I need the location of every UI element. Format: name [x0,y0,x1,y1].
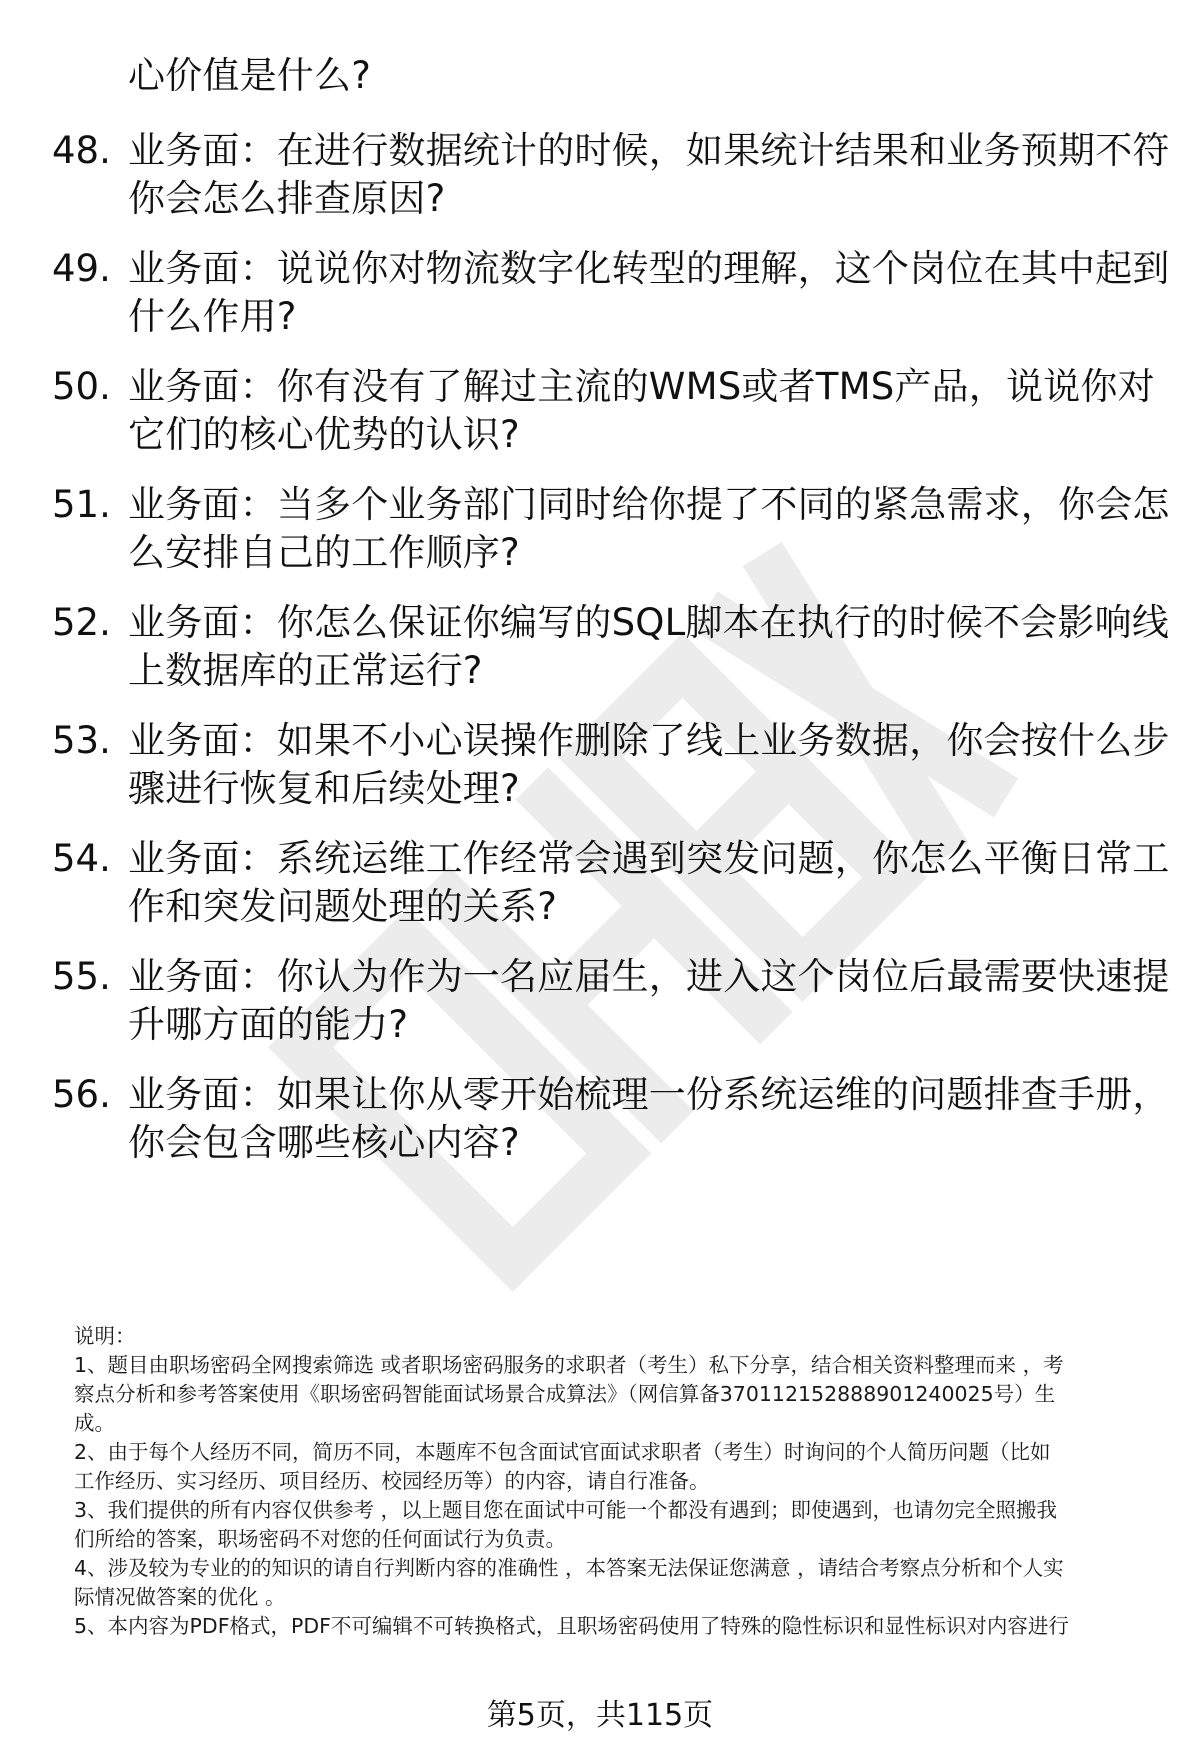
continued-question-line: 心价值是什么? [128,54,372,97]
question-text-line: 上数据库的正常运行? [128,649,483,692]
page-number-footer: 第5页，共115页 [486,1698,714,1733]
notes-line: 1、题目由职场密码全网搜索筛选 或者职场密码服务的求职者（考生）私下分享，结合相关资料整理而来 ，考 [74,1353,1064,1377]
question-text-line: 业务面：系统运维工作经常会遇到突发问题，你怎么平衡日常工 [128,837,1170,880]
notes-line: 4、涉及较为专业的的知识的请自行判断内容的准确性 ，本答案无法保证您满意 ，请结合考察点分析和个人实 [74,1556,1064,1580]
notes-line: 2、由于每个人经历不同，简历不同，本题库不包含面试官面试求职者（考生）时询问的个人简历问题（比如 [74,1440,1051,1464]
question-text-line: 业务面：你怎么保证你编写的SQL脚本在执行的时候不会影响线 [128,601,1170,644]
question-text-line: 业务面：当多个业务部门同时给你提了不同的紧急需求，你会怎 [128,483,1170,526]
notes-line: 5、本内容为PDF格式，PDF不可编辑不可转换格式，且职场密码使用了特殊的隐性标识和显性标识对内容进行 [74,1614,1069,1638]
question-text-line: 业务面：你认为作为一名应届生，进入这个岗位后最需要快速提 [128,955,1170,998]
question-number: 52. [52,601,111,644]
question-text-line: 升哪方面的能力? [128,1003,409,1046]
notes-line: 察点分析和参考答案使用《职场密码智能面试场景合成算法》（网信算备370112152888901240025号）生 [74,1382,1056,1406]
question-text-line: 业务面：在进行数据统计的时候，如果统计结果和业务预期不符 [128,129,1170,172]
question-text-line: 业务面：如果不小心误操作删除了线上业务数据，你会按什么步 [128,719,1170,762]
question-text-line: 么安排自己的工作顺序? [128,531,520,574]
question-number: 49. [52,247,111,290]
question-number: 54. [52,837,111,880]
question-text-line: 你会怎么排查原因? [128,177,446,220]
question-number: 55. [52,955,111,998]
question-text-line: 它们的核心优势的认识? [128,413,520,456]
question-number: 50. [52,365,111,408]
question-text-line: 业务面：说说你对物流数字化转型的理解，这个岗位在其中起到 [128,247,1170,290]
question-text-line: 业务面：你有没有了解过主流的WMS或者TMS产品，说说你对 [128,365,1155,408]
notes-line: 工作经历、实习经历、项目经历、校园经历等）的内容，请自行准备。 [74,1469,710,1493]
question-number: 48. [52,129,111,172]
notes-line: 3、我们提供的所有内容仅供参考 ，以上题目您在面试中可能一个都没有遇到；即使遇到，也请勿完全照搬我 [74,1498,1058,1522]
notes-heading: 说明： [74,1324,136,1348]
notes-line: 成。 [74,1411,115,1435]
notes-line: 们所给的答案，职场密码不对您的任何面试行为负责。 [74,1527,566,1551]
question-number: 56. [52,1073,111,1116]
question-number: 53. [52,719,111,762]
question-text-line: 骤进行恢复和后续处理? [128,767,520,810]
question-text-line: 作和突发问题处理的关系? [128,885,558,928]
question-text-line: 你会包含哪些核心内容? [128,1121,520,1164]
question-text-line: 业务面：如果让你从零开始梳理一份系统运维的问题排查手册， [128,1073,1170,1116]
notes-line: 际情况做答案的优化 。 [74,1585,286,1609]
notes-section [74,1322,1154,1641]
question-number: 51. [52,483,111,526]
question-text-line: 什么作用? [128,295,297,338]
